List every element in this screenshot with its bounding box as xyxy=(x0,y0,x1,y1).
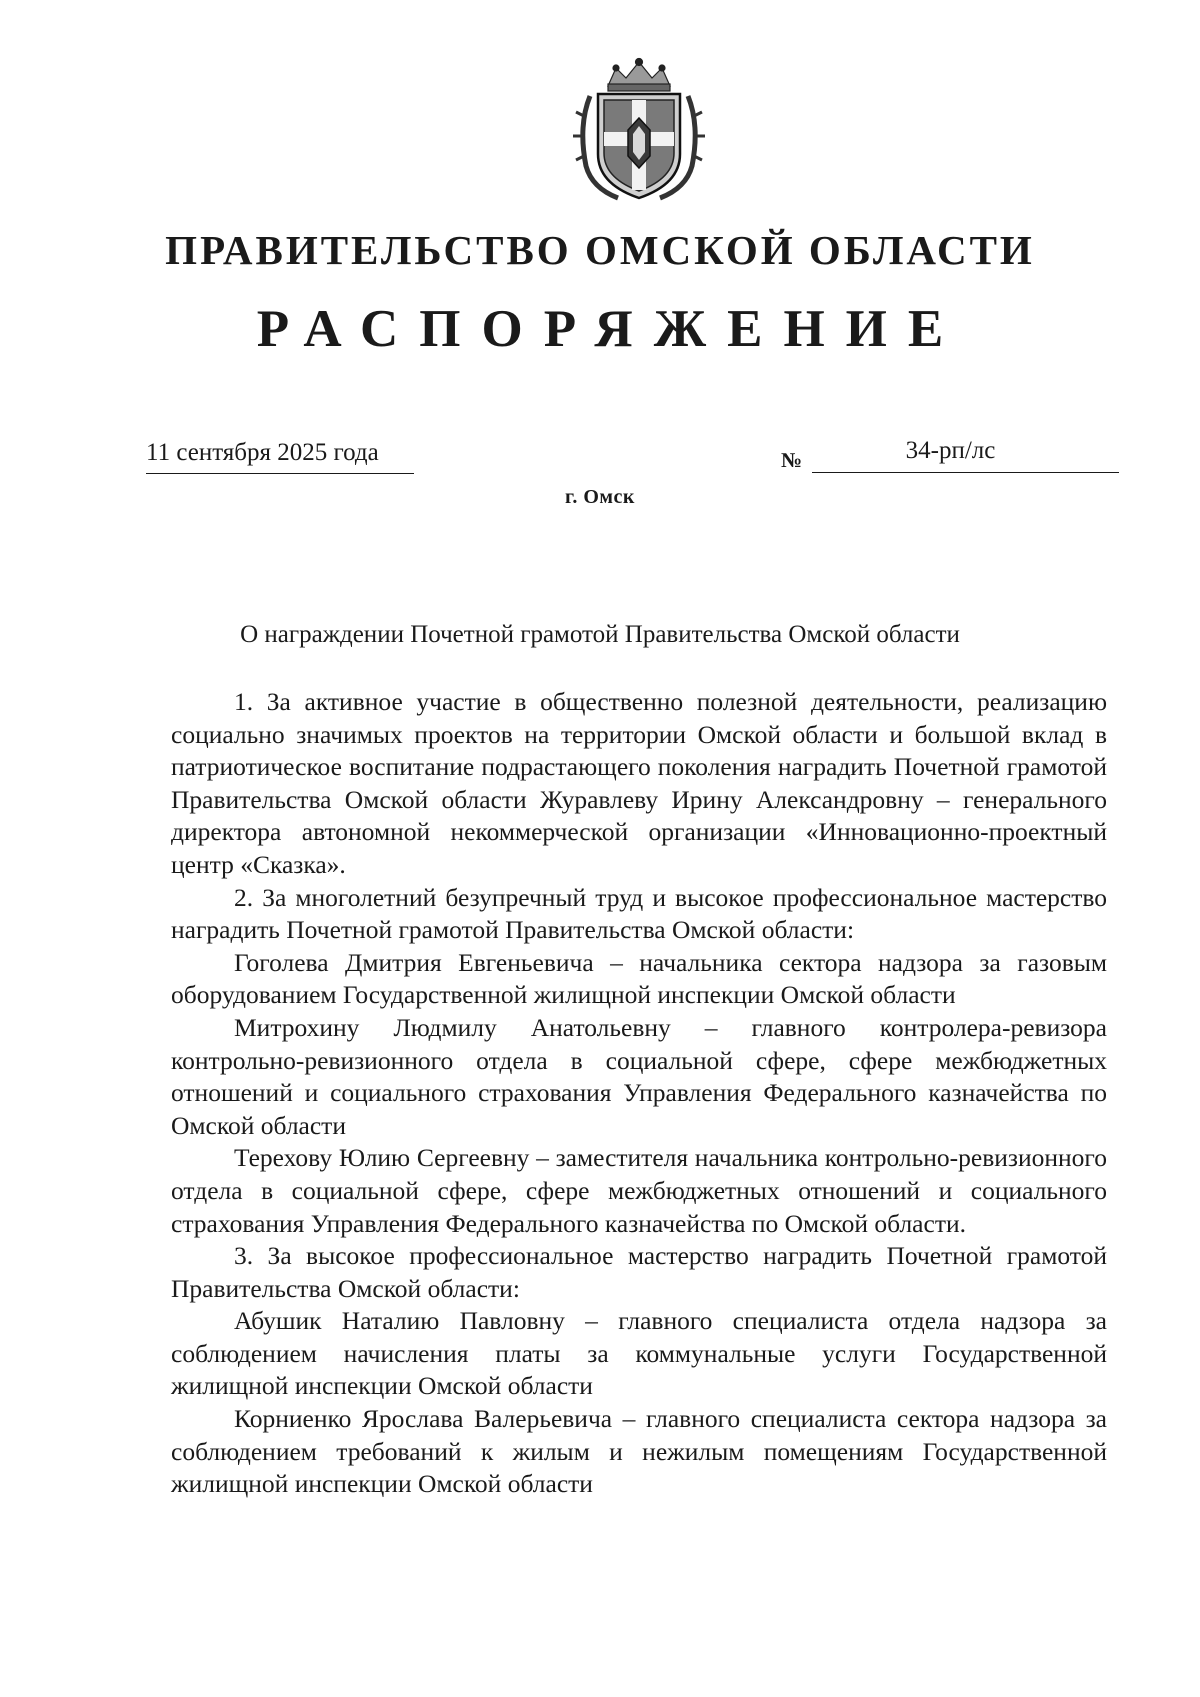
paragraph-2: 2. За многолетний безупречный труд и высокое профессиональное мастерство наградить Почетной грамотой Правительства Омской области: xyxy=(171,882,1107,945)
awardee-item: Терехову Юлию Сергеевну – заместителя начальника контрольно-ревизионного отдела в социальной сфере, сфере межбюджетных отношений и социального страхования Управления Федерального казначейства по Омской области. xyxy=(171,1143,1107,1238)
document-type-title: РАСПОРЯЖЕНИЕ xyxy=(256,300,965,358)
awardee-item: Корниенко Ярослава Валерьевича – главного специалиста сектора надзора за соблюдением требований к жилым и нежилым помещениям Государственной жилищной инспекции Омской области xyxy=(171,1404,1107,1499)
organization-title: ПРАВИТЕЛЬСТВО ОМСКОЙ ОБЛАСТИ xyxy=(165,227,1035,273)
document-number: 34-рп/лс xyxy=(812,433,1119,473)
document-date: 11 сентября 2025 года xyxy=(146,433,414,474)
awardee-item: Гоголева Дмитрия Евгеньевича – начальника сектора надзора за газовым оборудованием Государственной жилищной инспекции Омской области xyxy=(171,947,1107,1010)
document-city: г. Омск xyxy=(565,486,635,508)
paragraph-3: 3. За высокое профессиональное мастерство наградить Почетной грамотой Правительства Омской области: xyxy=(171,1241,1107,1303)
awardee-item: Митрохину Людмилу Анатольевну – главного контролера-ревизора контрольно-ревизионного отдела в социальной сфере, сфере межбюджетных отношений и социального страхования Управления Федерального казначейства по Омской области xyxy=(171,1012,1107,1140)
coat-of-arms-icon xyxy=(568,56,710,206)
paragraph-1: 1. За активное участие в общественно полезной деятельности, реализацию социально значимых проектов на территории Омской области и большой вклад в патриотическое воспитание подрастающего поколения наградить Почетной грамотой Правительства Омской области Журавлеву Ирину Александровну – генерального директора автономной некоммерческой организации «Инновационно-проектный центр «Сказка». xyxy=(171,687,1107,879)
document-subject: О награждении Почетной грамотой Правительства Омской области xyxy=(240,621,960,648)
document-body xyxy=(171,686,1107,1501)
number-sign: № xyxy=(781,448,803,472)
awardee-item: Абушик Наталию Павловну – главного специалиста отдела надзора за соблюдением начисления платы за коммунальные услуги Государственной жилищной инспекции Омской области xyxy=(171,1306,1107,1401)
